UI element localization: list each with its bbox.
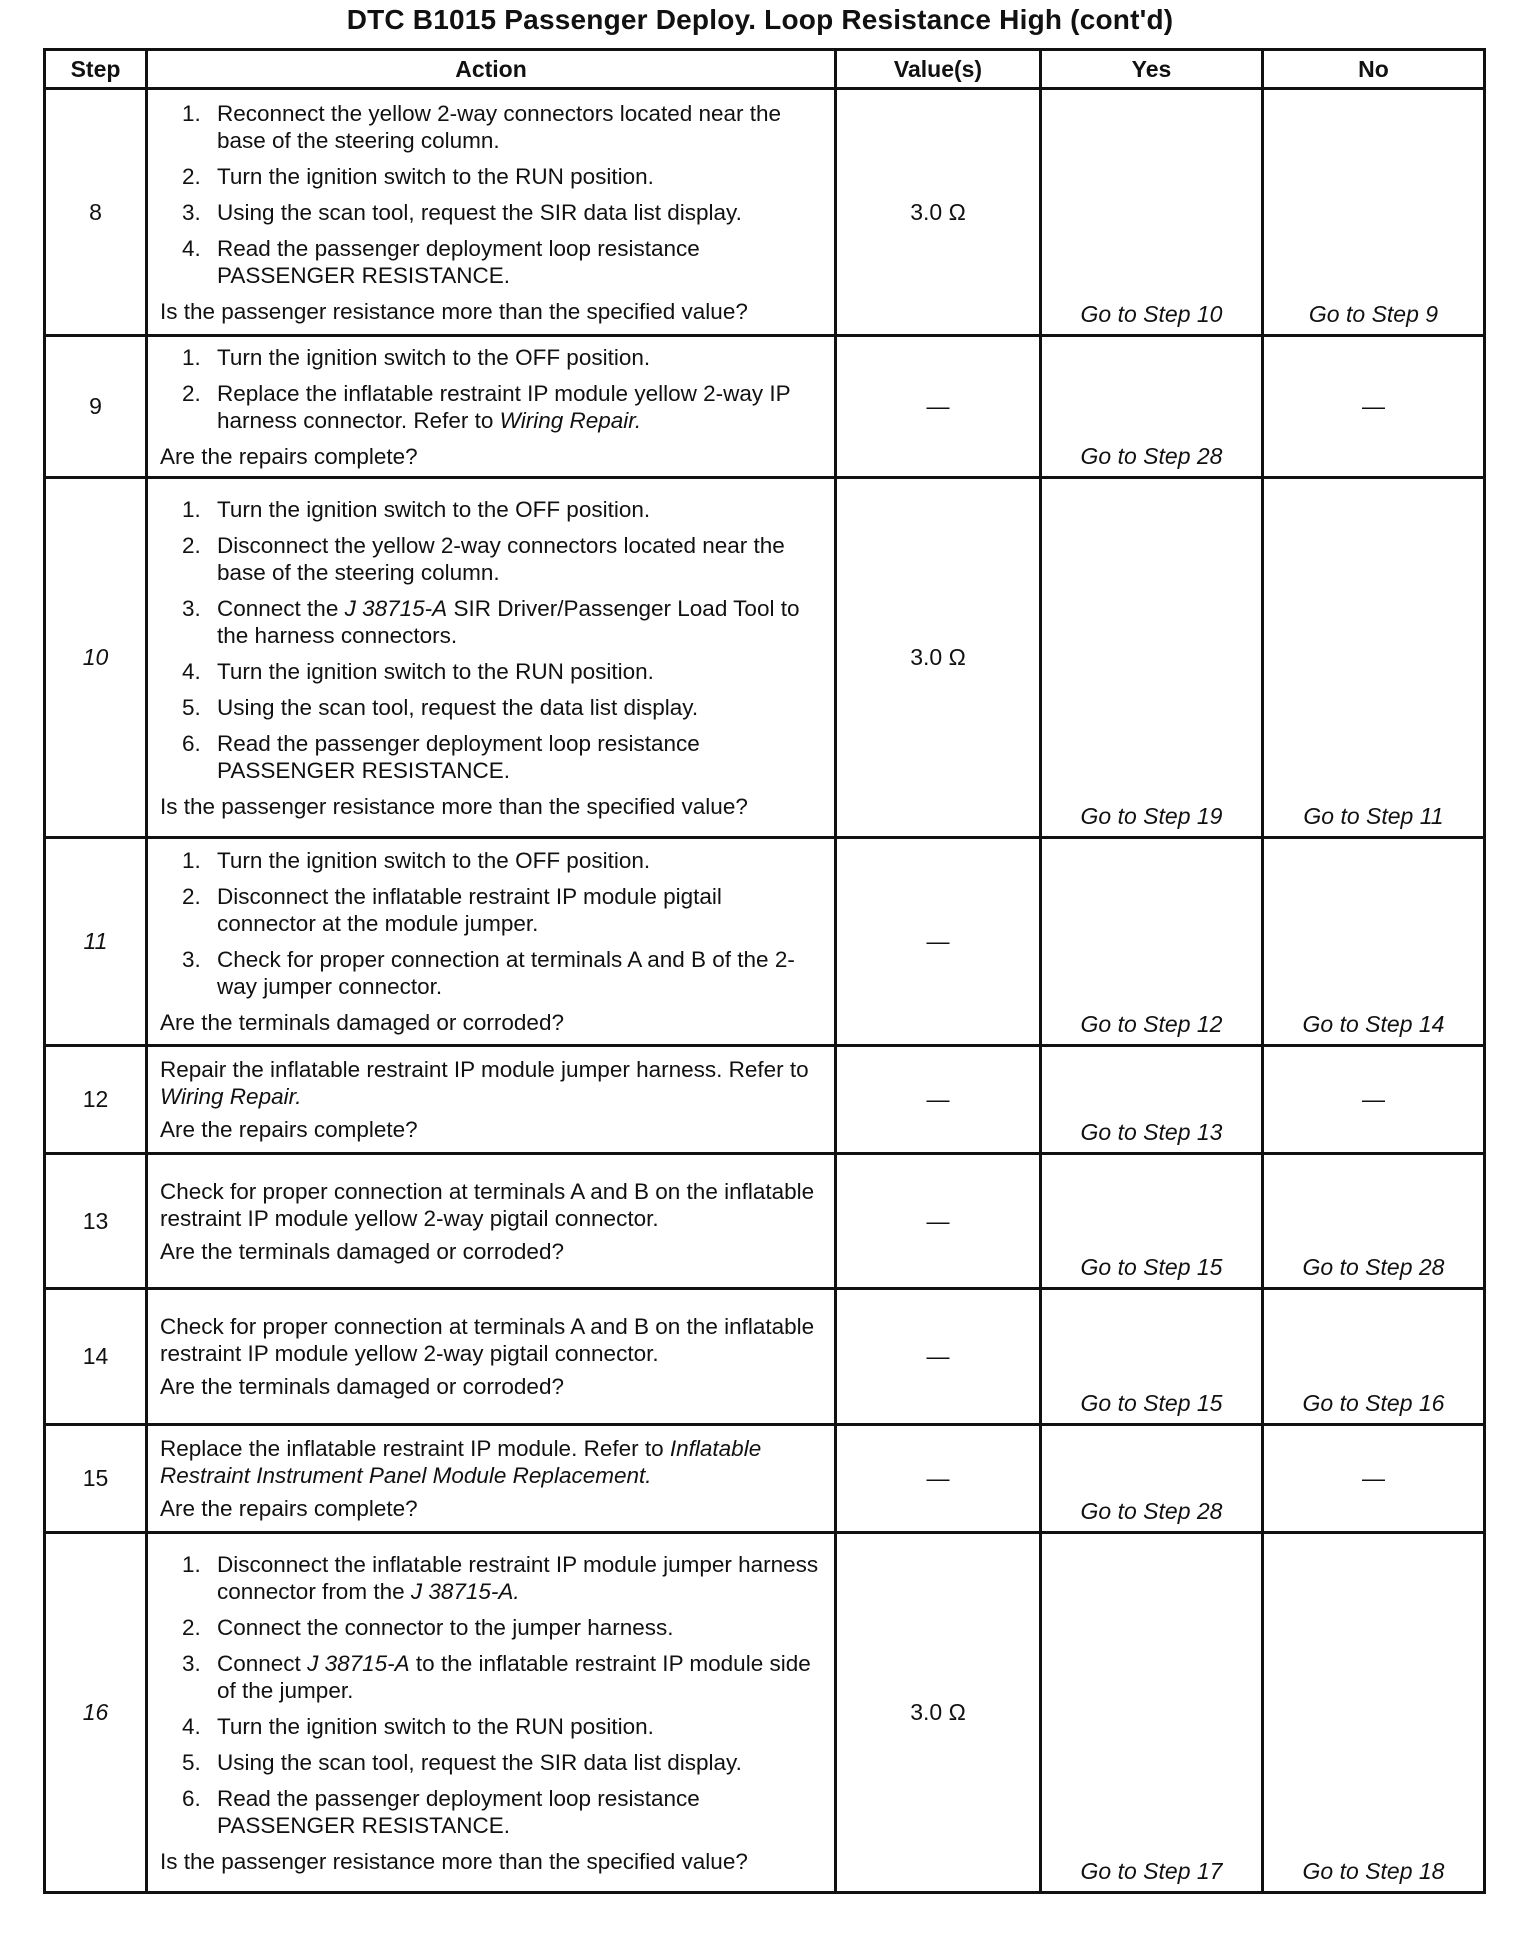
- header-yes: Yes: [1041, 50, 1263, 89]
- action-cell: [147, 838, 836, 1046]
- step-number: 11: [45, 838, 147, 1046]
- header-step: Step: [45, 50, 147, 89]
- step-number: 16: [45, 1533, 147, 1893]
- value-cell: —: [836, 838, 1041, 1046]
- page-title: DTC B1015 Passenger Deploy. Loop Resistance High (cont'd): [346, 4, 1174, 35]
- yes-cell: Go to Step 15: [1041, 1154, 1263, 1289]
- list-item: 6. Read the passenger deployment loop resistance PASSENGER RESISTANCE.: [182, 1785, 700, 1838]
- list-item: 3. Using the scan tool, request the SIR data list display.: [182, 199, 742, 225]
- no-cell: —: [1263, 336, 1485, 478]
- no-cell: —: [1263, 1425, 1485, 1533]
- action-cell: Replace the inflatable restraint IP module. Refer to Inflatable Restraint Instrument Panel Module Replacement. Are the repairs complete?: [147, 1425, 836, 1533]
- step-number: 10: [45, 478, 147, 838]
- table-row: [45, 478, 1485, 838]
- reference-link: Wiring Repair.: [160, 1084, 302, 1109]
- value-cell: —: [836, 1154, 1041, 1289]
- step-number: 8: [45, 89, 147, 336]
- question: Are the repairs complete?: [160, 1117, 418, 1142]
- list-item: 4. Turn the ignition switch to the RUN position.: [182, 658, 654, 684]
- tool-name: J 38715-A.: [410, 1578, 520, 1604]
- step-number: 13: [45, 1154, 147, 1289]
- no-cell: Go to Step 11: [1263, 478, 1485, 838]
- value-cell: 3.0 Ω: [836, 89, 1041, 336]
- tool-name: J 38715-A: [344, 595, 448, 621]
- step-number: 15: [45, 1425, 147, 1533]
- action-cell: Repair the inflatable restraint IP module jumper harness. Refer to Wiring Repair. Are the repairs complete?: [147, 1046, 836, 1154]
- question: Are the terminals damaged or corroded?: [160, 1010, 564, 1035]
- action-cell: Check for proper connection at terminals A and B on the inflatable restraint IP module yellow 2-way pigtail connector. Are the terminals damaged or corroded?: [147, 1154, 836, 1289]
- no-cell: Go to Step 28: [1263, 1154, 1485, 1289]
- value-cell: 3.0 Ω: [836, 1533, 1041, 1893]
- list-item: 2. Connect the connector to the jumper harness.: [182, 1614, 674, 1640]
- yes-cell: Go to Step 28: [1041, 336, 1263, 478]
- list-item: 4. Turn the ignition switch to the RUN position.: [182, 1713, 654, 1739]
- action-cell: [147, 336, 836, 478]
- diagnostic-table: [43, 48, 1486, 1894]
- header-row: [45, 50, 1485, 89]
- yes-cell: Go to Step 28: [1041, 1425, 1263, 1533]
- question: Is the passenger resistance more than the specified value?: [160, 298, 748, 324]
- question: Is the passenger resistance more than the specified value?: [160, 793, 748, 819]
- list-item: 4. Read the passenger deployment loop resistance PASSENGER RESISTANCE.: [182, 235, 700, 288]
- yes-cell: Go to Step 10: [1041, 89, 1263, 336]
- table-row: [45, 1154, 1485, 1289]
- step-number: 12: [45, 1046, 147, 1154]
- value-cell: —: [836, 1046, 1041, 1154]
- list-item: 1. Turn the ignition switch to the OFF position.: [182, 344, 651, 370]
- question: Is the passenger resistance more than the specified value?: [160, 1848, 748, 1874]
- action-cell: [147, 478, 836, 838]
- list-item: 5. Using the scan tool, request the SIR data list display.: [182, 1749, 742, 1775]
- yes-cell: Go to Step 19: [1041, 478, 1263, 838]
- list-item: 3. Check for proper connection at terminals A and B of the 2-way jumper connector.: [182, 947, 795, 999]
- step-number: 14: [45, 1289, 147, 1425]
- list-item: 1. Disconnect the inflatable restraint IP module jumper harness connector from the J 38715-A.: [182, 1551, 819, 1604]
- reference-link: Wiring Repair.: [499, 407, 642, 433]
- list-item: 2. Turn the ignition switch to the RUN position.: [182, 163, 654, 189]
- table-row: [45, 1425, 1485, 1533]
- value-cell: —: [836, 1289, 1041, 1425]
- yes-cell: Go to Step 15: [1041, 1289, 1263, 1425]
- list-item: 3. Connect J 38715-A to the inflatable restraint IP module side of the jumper.: [182, 1650, 811, 1703]
- question: Are the terminals damaged or corroded?: [160, 1238, 564, 1264]
- value-cell: —: [836, 1425, 1041, 1533]
- no-cell: —: [1263, 1046, 1485, 1154]
- list-item: 1. Turn the ignition switch to the OFF position.: [182, 848, 651, 873]
- step-number: 9: [45, 336, 147, 478]
- table-row: [45, 1533, 1485, 1893]
- value-cell: —: [836, 336, 1041, 478]
- list-item: 1. Reconnect the yellow 2-way connectors located near the base of the steering column.: [182, 100, 782, 153]
- question: Are the repairs complete?: [160, 443, 418, 469]
- list-item: 1. Turn the ignition switch to the OFF position.: [182, 496, 651, 522]
- yes-cell: Go to Step 13: [1041, 1046, 1263, 1154]
- no-cell: Go to Step 14: [1263, 838, 1485, 1046]
- value-cell: 3.0 Ω: [836, 478, 1041, 838]
- list-item: 2. Disconnect the inflatable restraint IP module pigtail connector at the module jumper.: [182, 884, 722, 936]
- list-item: 3. Connect the J 38715-A SIR Driver/Passenger Load Tool to the harness connectors.: [182, 595, 800, 648]
- header-no: No: [1263, 50, 1485, 89]
- header-action: Action: [147, 50, 836, 89]
- question: Are the repairs complete?: [160, 1496, 418, 1521]
- action-cell: [147, 1533, 836, 1893]
- action-cell: Check for proper connection at terminals A and B on the inflatable restraint IP module yellow 2-way pigtail connector. Are the terminals damaged or corroded?: [147, 1289, 836, 1425]
- table-row: [45, 89, 1485, 336]
- no-cell: Go to Step 9: [1263, 89, 1485, 336]
- list-item: 2. Disconnect the yellow 2-way connectors located near the base of the steering column.: [182, 532, 785, 585]
- yes-cell: Go to Step 12: [1041, 838, 1263, 1046]
- list-item: 6. Read the passenger deployment loop resistance PASSENGER RESISTANCE.: [182, 730, 700, 783]
- yes-cell: Go to Step 17: [1041, 1533, 1263, 1893]
- table-row: [45, 838, 1485, 1046]
- no-cell: Go to Step 18: [1263, 1533, 1485, 1893]
- table-row: [45, 1046, 1485, 1154]
- no-cell: Go to Step 16: [1263, 1289, 1485, 1425]
- table-row: [45, 1289, 1485, 1425]
- list-item: 5. Using the scan tool, request the data list display.: [182, 694, 699, 720]
- action-cell: [147, 89, 836, 336]
- table-row: [45, 336, 1485, 478]
- header-values: Value(s): [836, 50, 1041, 89]
- reference-link: Inflatable Restraint Instrument Panel Module Replacement.: [160, 1436, 762, 1488]
- tool-name: J 38715-A: [307, 1650, 410, 1676]
- question: Are the terminals damaged or corroded?: [160, 1374, 564, 1399]
- list-item: 2. Replace the inflatable restraint IP module yellow 2-way IP harness connector. Refer to Wiring Repair.: [182, 380, 791, 433]
